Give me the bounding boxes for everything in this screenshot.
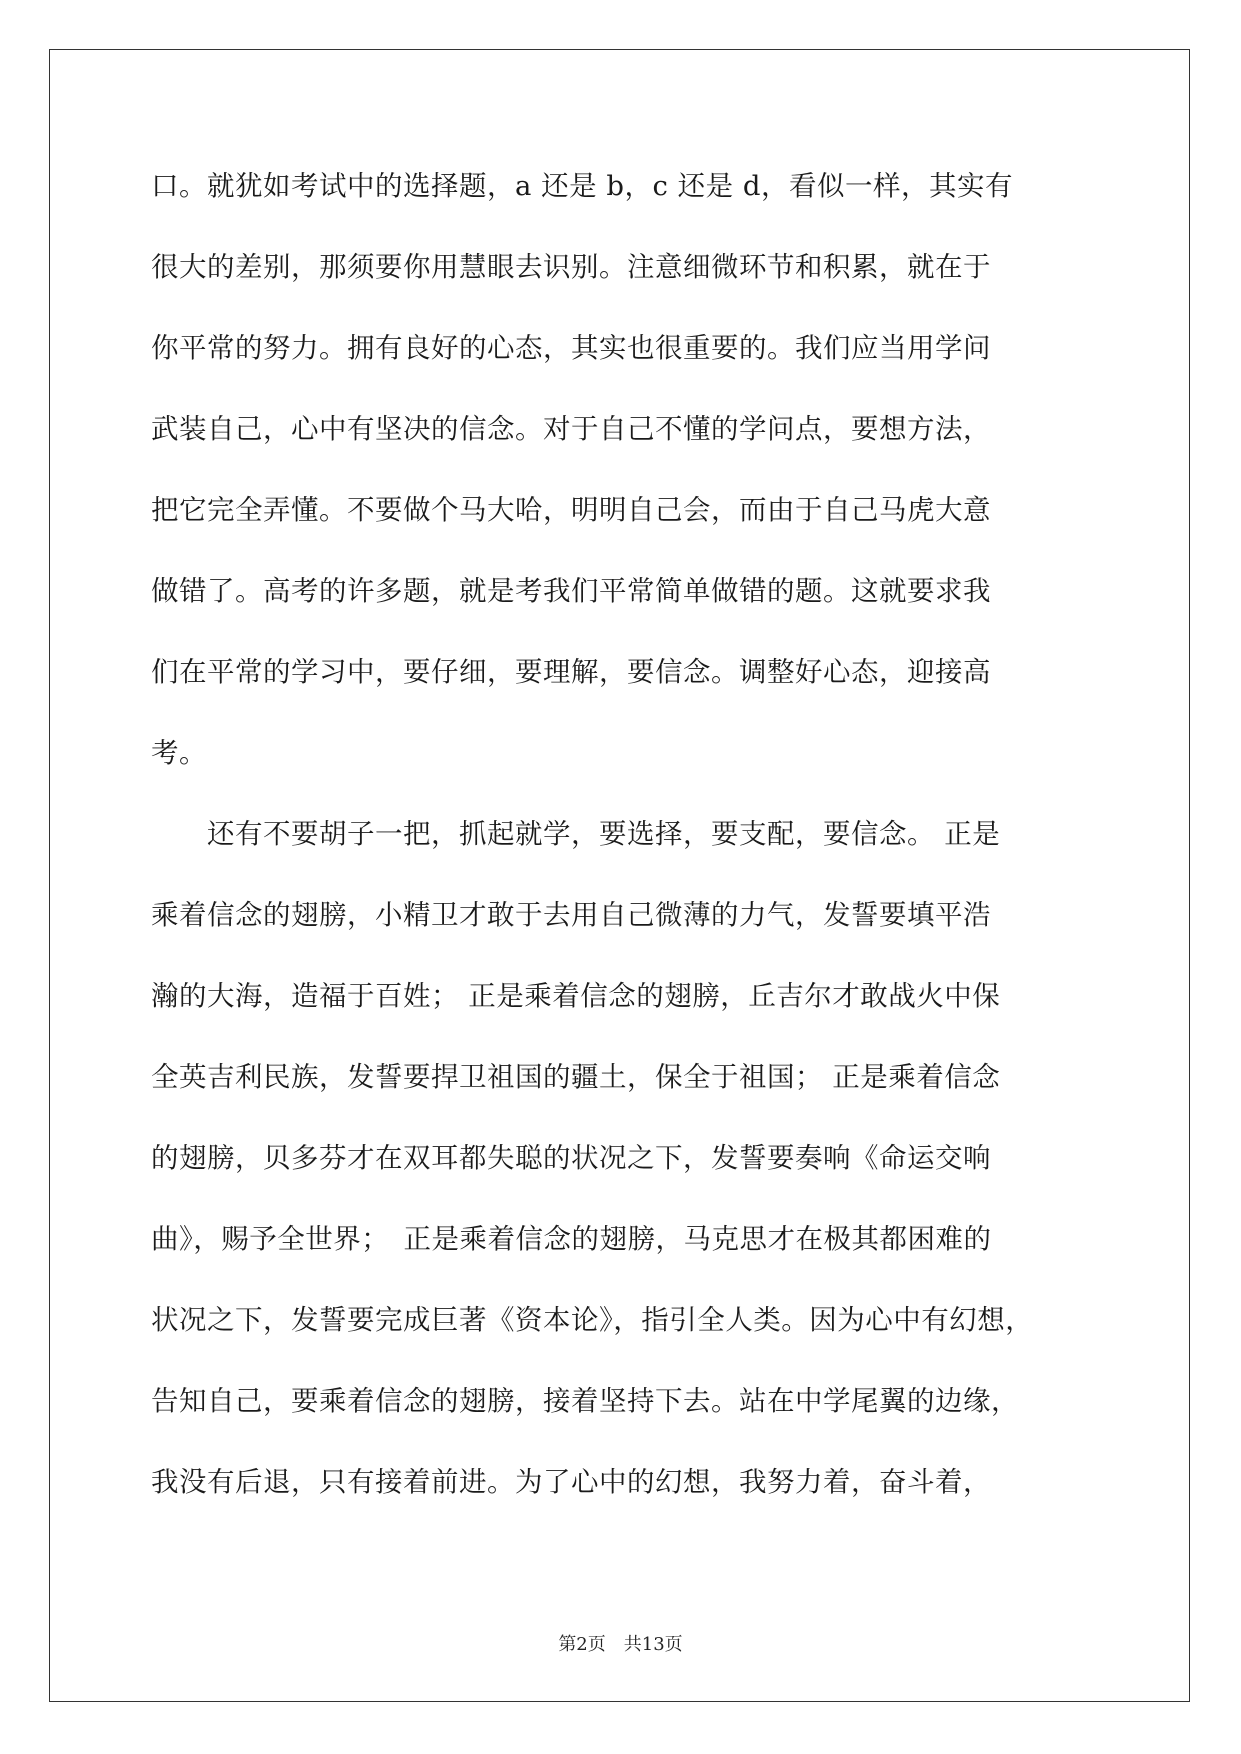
text-line: 口。就犹如考试中的选择题，a 还是 b，c 还是 d，看似一样，其实有 (151, 170, 1013, 202)
text-line: 把它完全弄懂。不要做个马大哈，明明自己会，而由于自己马虎大意 (151, 494, 991, 526)
text-line: 还有不要胡子一把，抓起就学，要选择，要支配，要信念。 正是 (151, 818, 1001, 850)
page-number: 第2页 共13页 (558, 1634, 683, 1655)
text-line: 你平常的努力。拥有良好的心态，其实也很重要的。我们应当用学问 (151, 332, 991, 364)
text-line: 曲》，赐予全世界； 正是乘着信念的翅膀，马克思才在极其都困难的 (151, 1223, 992, 1255)
text-line: 状况之下，发誓要完成巨著《资本论》，指引全人类。因为心中有幻想， (151, 1304, 1034, 1336)
text-line: 做错了。高考的许多题，就是考我们平常简单做错的题。这就要求我 (151, 575, 991, 607)
text-line: 我没有后退，只有接着前进。为了心中的幻想，我努力着，奋斗着， (151, 1466, 991, 1498)
text-line: 乘着信念的翅膀，小精卫才敢于去用自己微薄的力气，发誓要填平浩 (151, 899, 991, 931)
body-text (151, 166, 1091, 1543)
text-line: 瀚的大海，造福于百姓； 正是乘着信念的翅膀，丘吉尔才敢战火中保 (151, 980, 1001, 1012)
text-line: 武装自己，心中有坚决的信念。对于自己不懂的学问点，要想方法， (151, 413, 991, 445)
text-line: 告知自己，要乘着信念的翅膀，接着坚持下去。站在中学尾翼的边缘， (151, 1385, 1019, 1417)
text-line: 的翅膀，贝多芬才在双耳都失聪的状况之下，发誓要奏响《命运交响 (151, 1142, 991, 1174)
text-line: 考。 (151, 737, 207, 769)
text-line: 们在平常的学习中，要仔细，要理解，要信念。调整好心态，迎接高 (151, 656, 991, 688)
text-line: 很大的差别，那须要你用慧眼去识别。注意细微环节和积累，就在于 (151, 251, 991, 283)
text-line: 全英吉利民族，发誓要捍卫祖国的疆土，保全于祖国； 正是乘着信念 (151, 1061, 1001, 1093)
